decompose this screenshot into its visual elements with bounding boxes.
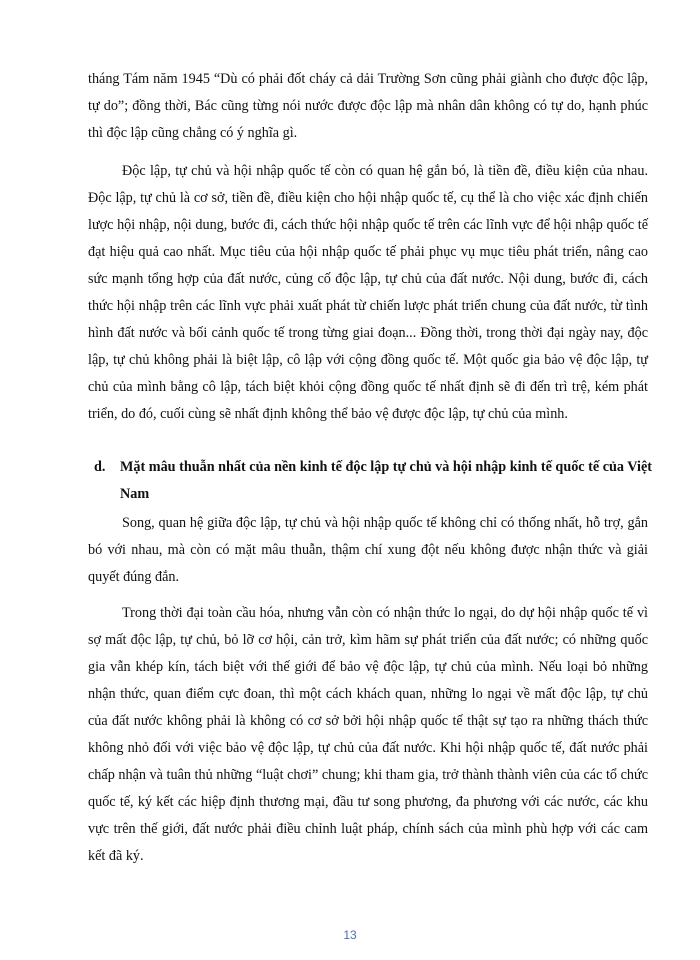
- paragraph-1: tháng Tám năm 1945 “Dù có phải đốt cháy cả dải Trường Sơn cũng phải giành cho được độc lập, tự do”; đồng thời, Bác cũng từng nói nước được độc lập mà nhân dân không có tự do, hạnh phúc thì độc lập cũng chẳng có ý nghĩa gì.: [88, 71, 648, 141]
- paragraph-4: Trong thời đại toàn cầu hóa, nhưng vẫn còn có nhận thức lo ngại, do dự hội nhập quốc tế vì sợ mất độc lập, tự chủ, bỏ lỡ cơ hội, cản trở, kìm hãm sự phát triển của đất nước; có những quốc gia vẫn khép kín, tách biệt với thế giới để bảo vệ độc lập, tự chủ của mình. Nếu loại bỏ những nhận thức, quan điểm cực đoan, thì một cách khách quan, những lo ngại về mất độc lập, tự chủ của đất nước không phải là không có cơ sở bởi hội nhập quốc tế thật sự tạo ra những thách thức không nhỏ đối với việc bảo vệ độc lập, tự chủ của đất nước. Khi hội nhập quốc tế, đất nước phải chấp nhận và tuân thủ những “luật chơi” chung; khi tham gia, trở thành thành viên của các tổ chức quốc tế, ký kết các hiệp định thương mại, đầu tư song phương, đa phương với các nước, các khu vực trên thế giới, đất nước phải điều chỉnh luật pháp, chính sách của mình phù hợp với các cam kết đã ký.: [88, 605, 648, 864]
- section-heading: [94, 454, 654, 508]
- section-heading-text: Mặt mâu thuẫn nhất của nền kinh tế độc lập tự chủ và hội nhập kinh tế quốc tế của Việt Nam: [120, 459, 652, 502]
- section-heading-letter: d.: [94, 459, 106, 475]
- page-number: 13: [343, 928, 357, 942]
- paragraph-2: Độc lập, tự chủ và hội nhập quốc tế còn có quan hệ gắn bó, là tiền đề, điều kiện của nhau. Độc lập, tự chủ là cơ sở, tiền đề, điều kiện cho hội nhập quốc tế, cụ thể là cho việc xác định chiến lược hội nhập, nội dung, bước đi, cách thức hội nhập quốc tế trên các lĩnh vực để hội nhập quốc tế đạt hiệu quả cao nhất. Mục tiêu của hội nhập quốc tế phải phục vụ mục tiêu phát triển, nâng cao sức mạnh tổng hợp của đất nước, củng cố độc lập, tự chủ của đất nước. Nội dung, bước đi, cách thức hội nhập trên các lĩnh vực phải xuất phát từ chiến lược phát triển chung của đất nước, từ tình hình đất nước và bối cảnh quốc tế trong từng giai đoạn... Đồng thời, trong thời đại ngày nay, độc lập, tự chủ không phải là biệt lập, cô lập với cộng đồng quốc tế. Một quốc gia bảo vệ độc lập, tự chủ của mình bằng cô lập, tách biệt khỏi cộng đồng quốc tế nhất định sẽ đi đến trì trệ, kém phát triển, do đó, cuối cùng sẽ nhất định không thể bảo vệ được độc lập, tự chủ của mình.: [88, 163, 648, 422]
- paragraph-3: Song, quan hệ giữa độc lập, tự chủ và hội nhập quốc tế không chỉ có thống nhất, hỗ trợ, gắn bó với nhau, mà còn có mặt mâu thuẫn, thậm chí xung đột nếu không được nhận thức và giải quyết đúng đắn.: [88, 515, 648, 585]
